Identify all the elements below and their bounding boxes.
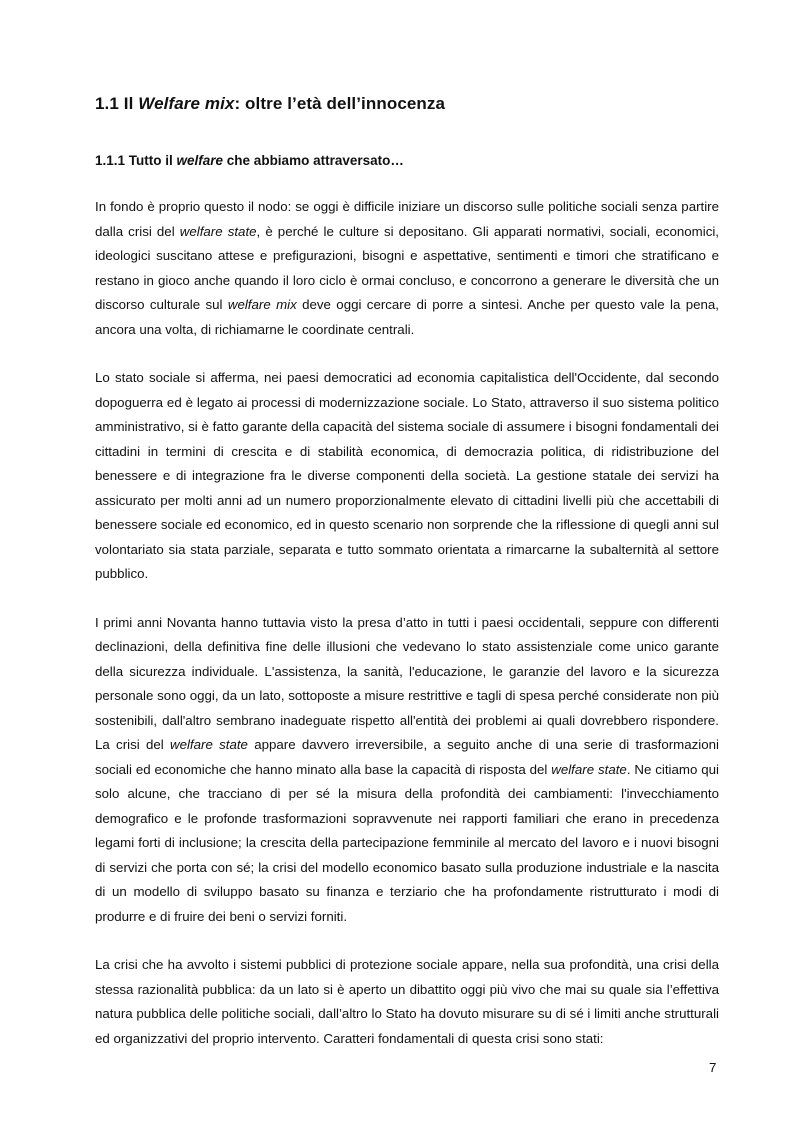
paragraph-3-text-a: I primi anni Novanta hanno tuttavia visto la presa d’atto in tutti i paesi occidentali, seppure con differenti declinazioni, della definitiva fine delle illusioni che vedevano lo stato assistenziale come unico garante della sicurezza individuale. L'assistenza, la sanità, l'educazione, le garanzie del lavoro e la sicurezza personale sono oggi, da un lato, sottoposte a misure restrittive e tagli di spesa perché considerate non più sostenibili, dall'altro sembrano inadeguate rispetto all'entità dei problemi ai quali dovrebbero rispondere. La crisi del <box>95 614 719 752</box>
paragraph-1-text-b: , è perché le culture si depositano. Gli apparati normativi, sociali, economici, ideologici suscitano attese e prefigurazioni, bisogni e aspettative, sentimenti e timori che stratificano e restano in gioco anche quando il loro ciclo è ormai concluso, e concorrono a generare le diversità che un discorso culturale sul <box>95 223 720 312</box>
subheading-rest: che abbiamo attraversato… <box>223 153 404 168</box>
paragraph-1-text-c: deve oggi cercare di porre a sintesi. Anche per questo vale la pena, ancora una volta, di richiamarne le coordinate centrali. <box>95 297 719 337</box>
paragraph-1 <box>95 195 719 342</box>
paragraph-3-text-b: appare davvero irreversibile, a seguito anche di una serie di trasformazioni sociali ed economiche che hanno minato alla base la capacità di risposta del <box>95 737 719 777</box>
page-number: 7 <box>709 1060 717 1075</box>
paragraph-4: La crisi che ha avvolto i sistemi pubblici di protezione sociale appare, nella sua profondità, una crisi della stessa razionalità pubblica: da un lato si è aperto un dibattito oggi più vivo che mai su quale sia l’effettiva natura pubblica delle politiche sociali, dall’altro lo Stato ha dovuto misurare su di sé i limiti anche strutturali ed organizzativi del proprio intervento. Caratteri fondamentali di questa crisi sono stati: <box>95 957 719 1046</box>
paragraph-3-text-c: . Ne citiamo qui solo alcune, che tracciano di per sé la misura della profondità dei cambiamenti: l'invecchiamento demografico e le profonde trasformazioni sopravvenute nei rapporti familiari che erano in precedenza legami forti di inclusione; la crescita della partecipazione femminile al mercato del lavoro e i nuovi bisogni di servizi che porta con sé; la crisi del modello economico basato sulla produzione industriale e la nascita di un modello di sviluppo basato su finanza e terziario che ha profondamente ristrutturato i modi di produrre e di fruire dei beni o servizi forniti. <box>95 761 719 924</box>
section-heading <box>95 91 719 117</box>
paragraph-3 <box>95 611 719 930</box>
paragraph-3-italic-b: welfare state <box>551 761 627 777</box>
paragraph-2: Lo stato sociale si afferma, nei paesi democratici ad economia capitalistica dell'Occidente, dal secondo dopoguerra ed è legato ai processi di modernizzazione sociale. Lo Stato, attraverso il suo sistema politico amministrativo, si è fatto garante della capacità del sistema sociale di assumere i bisogni fondamentali dei cittadini in termini di crescita e di stabilità economica, di democrazia politica, di ridistribuzione del benessere e di integrazione fra le diverse componenti della società. La gestione statale dei servizi ha assicurato per molti anni ad un numero proporzionalmente elevato di cittadini livelli più che accettabili di benessere sociale ed economico, ed in questo scenario non sorprende che la riflessione di quegli anni sul volontariato sia stata parziale, separata e tutto sommato orientata a rimarcarne la subalternità al settore pubblico. <box>95 370 719 581</box>
subsection-heading <box>95 151 719 171</box>
page-content <box>95 91 719 1051</box>
heading-rest: : oltre l’età dell’innocenza <box>234 94 446 113</box>
paragraph-1-text-a: In fondo è proprio questo il nodo: se oggi è difficile iniziare un discorso sulle politiche sociali senza partire dalla crisi del <box>95 199 719 239</box>
subheading-italic: welfare <box>176 153 224 168</box>
paragraph-1-italic-a: welfare state <box>179 223 257 239</box>
paragraph-3-italic-a: welfare state <box>169 737 248 752</box>
heading-italic: Welfare mix <box>138 94 235 113</box>
paragraph-1-italic-b: welfare mix <box>227 297 297 312</box>
heading-number: 1.1 Il <box>95 94 139 113</box>
subheading-number: 1.1.1 Tutto il <box>95 153 177 168</box>
